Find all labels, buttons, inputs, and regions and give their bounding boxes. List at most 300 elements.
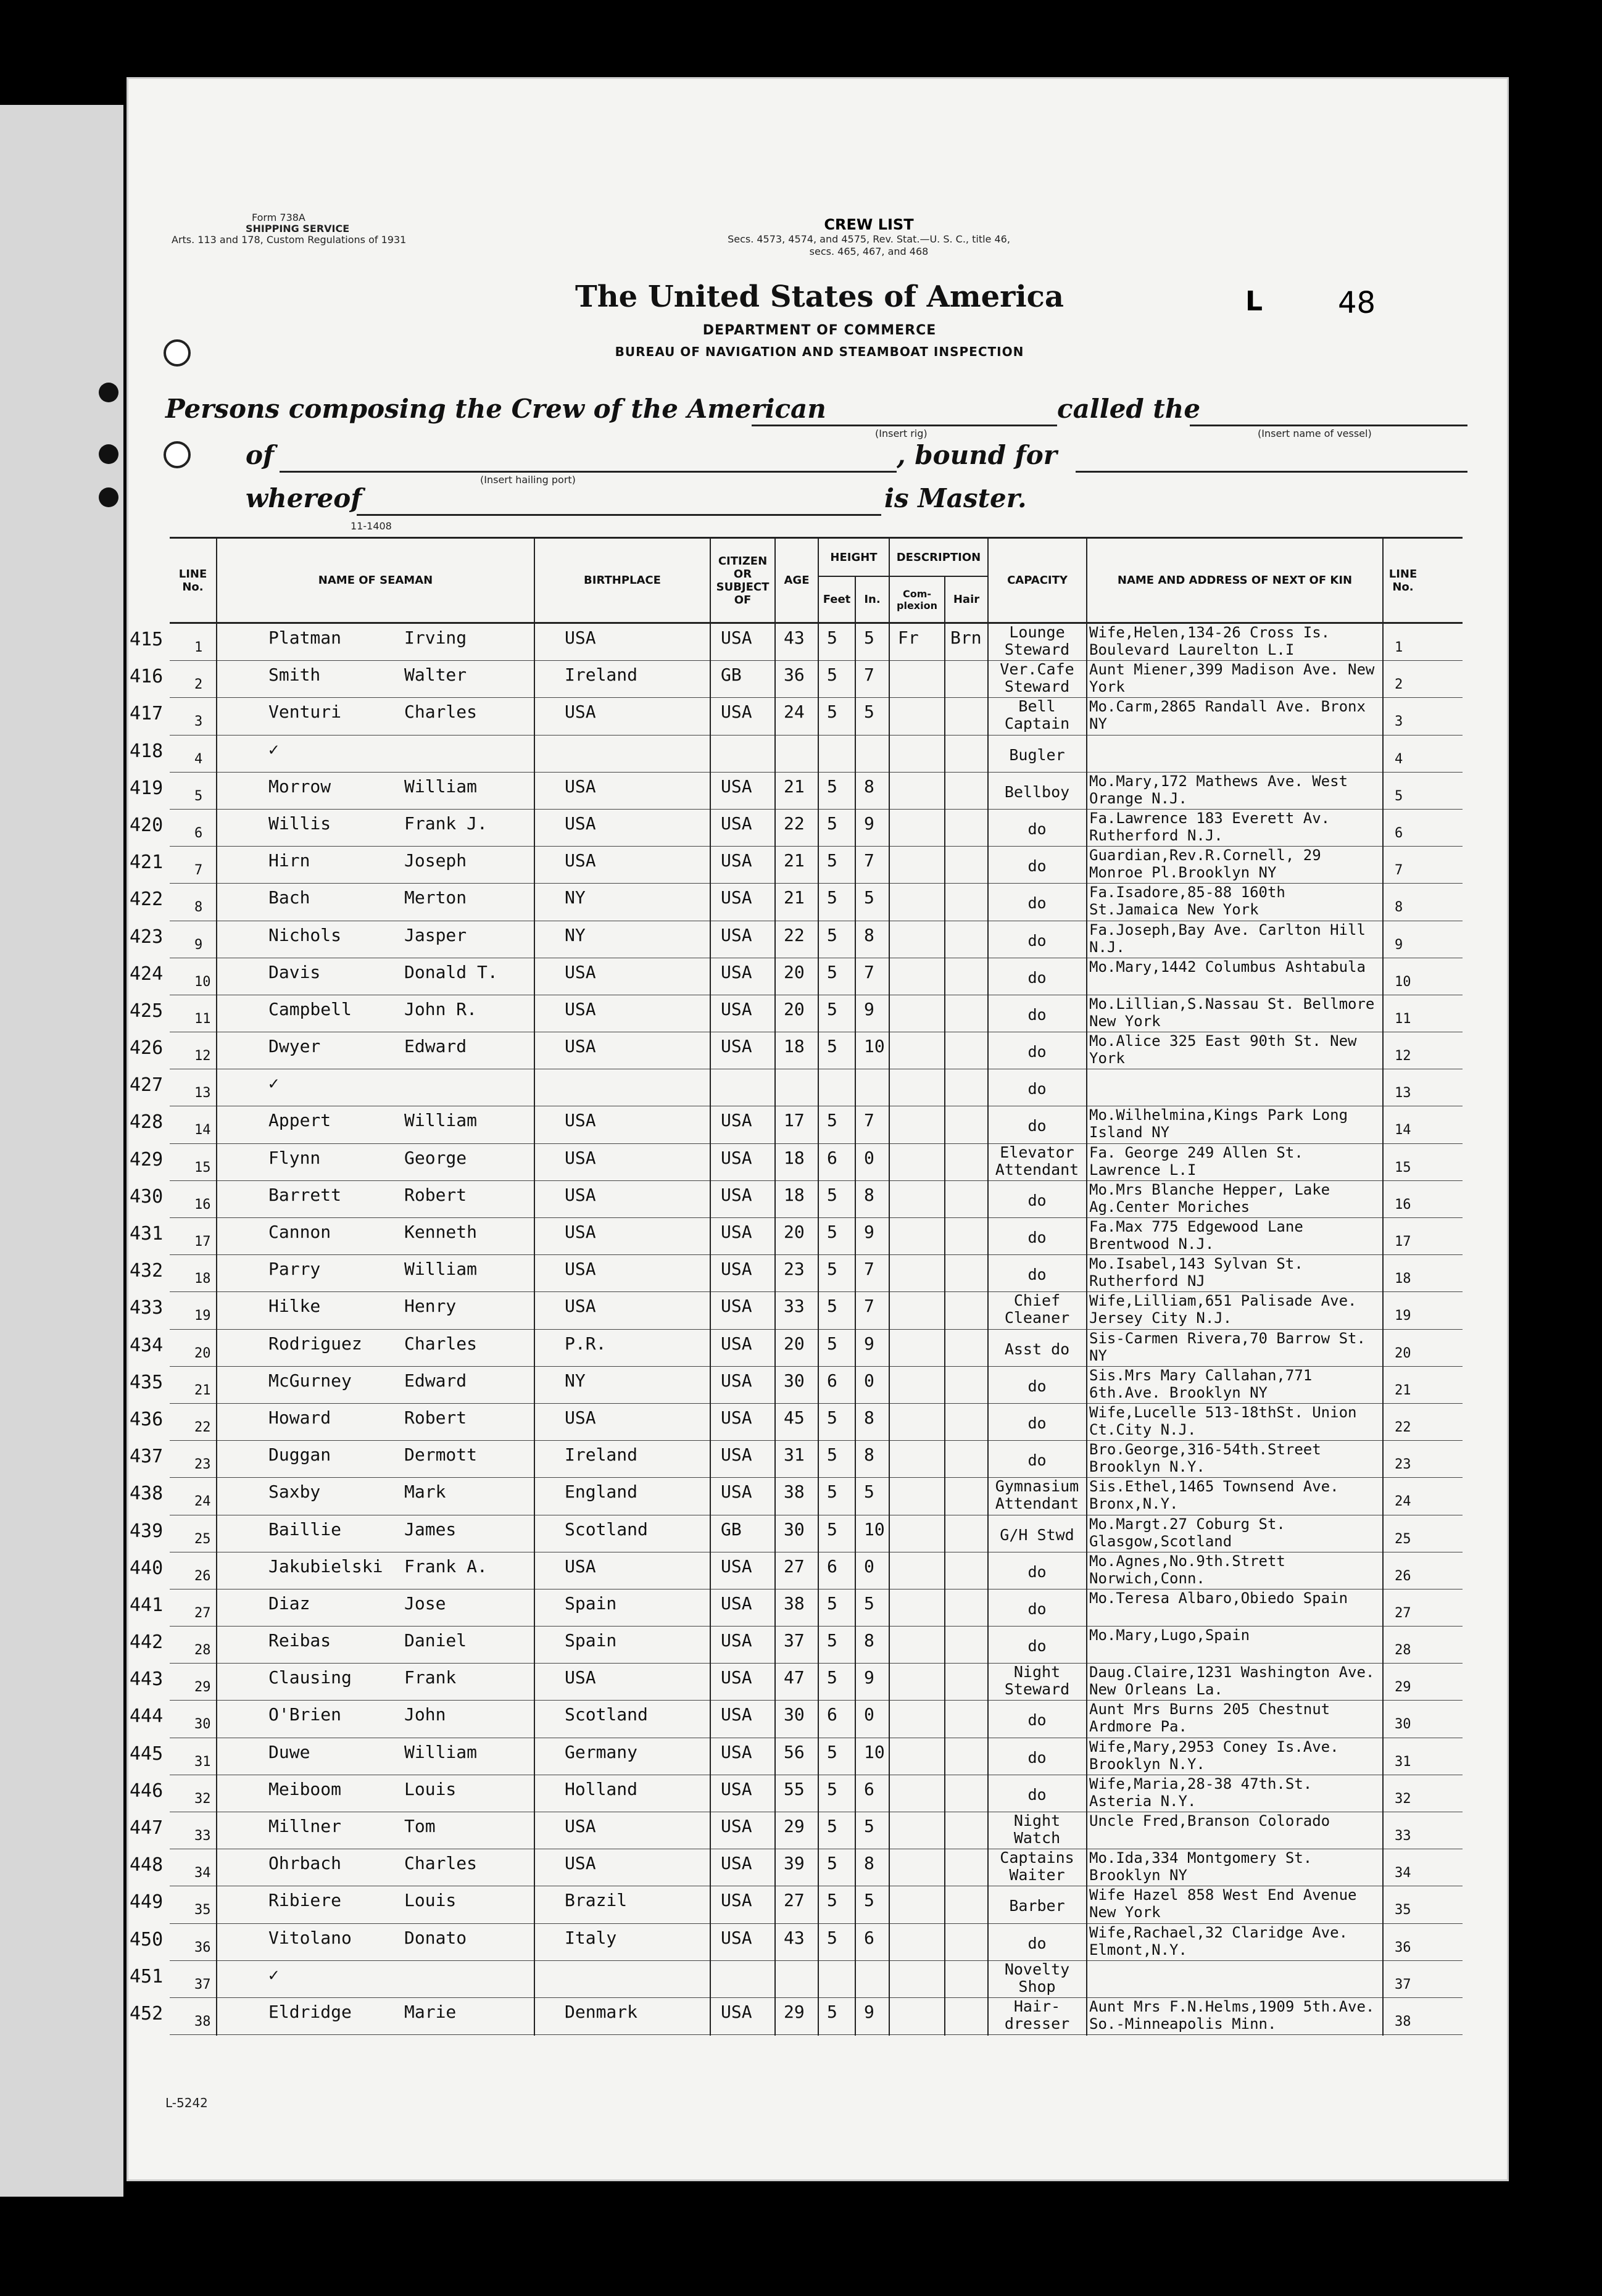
seaman-first-name: Joseph: [404, 850, 467, 871]
column-rule: [889, 624, 890, 2036]
next-of-kin: Bro.George,316-54th.Street Brooklyn N.Y.: [1089, 1441, 1321, 1476]
capacity: do: [1027, 1414, 1047, 1432]
capacity: Elevator Attendant: [995, 1143, 1079, 1179]
age: 30: [784, 1519, 805, 1540]
table-row: [130, 660, 1463, 698]
line-number: 25: [194, 1531, 211, 1547]
age: 43: [784, 1927, 805, 1948]
line-number-right: 21: [1395, 1382, 1411, 1398]
seaman-last-name: Howard: [268, 1407, 331, 1428]
height-feet: 5: [827, 776, 837, 797]
outer-line-number: 442: [130, 1631, 164, 1654]
outer-line-number: 421: [130, 852, 164, 874]
height-inches: 9: [864, 998, 874, 1019]
seaman-first-name: James: [404, 1519, 457, 1540]
seaman-first-name: Frank A.: [404, 1556, 488, 1577]
column-rule: [774, 624, 776, 2036]
line-number: 31: [194, 1754, 211, 1770]
height-inches: 7: [864, 1259, 874, 1280]
citizenship: USA: [721, 1222, 752, 1242]
header-age: AGE: [774, 539, 818, 622]
next-of-kin: Sis-Carmen Rivera,70 Barrow St. NY: [1089, 1329, 1366, 1364]
outer-line-number: 423: [130, 926, 164, 948]
outer-line-number: 428: [130, 1111, 164, 1133]
capacity: do: [1027, 1377, 1047, 1395]
next-of-kin: Aunt Miener,399 Madison Ave. New York: [1089, 661, 1375, 696]
height-inches: 8: [864, 1407, 874, 1428]
birthplace: Italy: [565, 1927, 617, 1948]
table-row: [130, 1960, 1463, 1998]
height-inches: 5: [864, 1482, 874, 1502]
line-number: 35: [194, 1902, 211, 1918]
seaman-last-name: Cannon: [268, 1222, 331, 1242]
line-number: 7: [194, 863, 203, 879]
column-rule: [944, 624, 945, 2036]
seaman-last-name: Parry: [268, 1259, 321, 1280]
line-number: 2: [194, 677, 203, 693]
seaman-first-name: Merton: [404, 887, 467, 908]
capacity: do: [1027, 968, 1047, 987]
capacity: Hair-dresser: [1004, 1997, 1070, 2033]
capacity: Barber: [1009, 1897, 1065, 1915]
table-row: [130, 1106, 1463, 1143]
citizenship: USA: [721, 813, 752, 834]
line-number: 21: [194, 1382, 211, 1398]
outer-line-number: 426: [130, 1037, 164, 1059]
height-inches: 0: [864, 1704, 874, 1725]
birthplace: USA: [565, 1184, 596, 1205]
outer-line-number: 422: [130, 889, 164, 911]
seaman-last-name: Ribiere: [268, 1890, 342, 1911]
seaman-first-name: Tom: [404, 1816, 436, 1836]
column-rule: [1382, 624, 1384, 2036]
outer-line-number: 444: [130, 1705, 164, 1728]
next-of-kin: Mo.Mrs Blanche Hepper, Lake Ag.Center Moriches: [1089, 1180, 1330, 1216]
next-of-kin: Wife,Maria,28-38 47th.St. Asteria N.Y.: [1089, 1775, 1313, 1810]
height-inches: 9: [864, 1667, 874, 1688]
birthplace: USA: [565, 1667, 596, 1688]
outer-line-number: 451: [130, 1965, 164, 1987]
outer-line-number: 448: [130, 1854, 164, 1876]
capacity: do: [1027, 1785, 1047, 1804]
height-feet: 5: [827, 1927, 837, 1948]
line-number-right: 1: [1395, 640, 1403, 655]
line-number-right: 10: [1395, 974, 1411, 990]
line-number-right: 23: [1395, 1457, 1411, 1473]
next-of-kin: Daug.Claire,1231 Washington Ave. New Orleans La.: [1089, 1664, 1375, 1699]
citizenship: GB: [721, 665, 742, 686]
outer-line-number: 415: [130, 629, 164, 650]
birthplace: USA: [565, 961, 596, 982]
height-feet: 5: [827, 850, 837, 871]
line-number: 17: [194, 1234, 211, 1250]
outer-line-number: 437: [130, 1446, 164, 1468]
seaman-last-name: Duwe: [268, 1741, 310, 1762]
birthplace: England: [565, 1482, 638, 1502]
is-master-label: is Master.: [884, 483, 1027, 513]
height-feet: 5: [827, 1259, 837, 1280]
header-citizen: CITIZEN OR SUBJECT OF: [710, 539, 774, 622]
height-inches: 8: [864, 1853, 874, 1874]
outer-line-number: 433: [130, 1297, 164, 1319]
next-of-kin: Wife,Helen,134-26 Cross Is. Boulevard Laurelton L.I: [1089, 624, 1330, 658]
citizenship: USA: [721, 1853, 752, 1874]
height-feet: 5: [827, 813, 837, 834]
height-feet: 5: [827, 998, 837, 1019]
line-number: 28: [194, 1643, 211, 1659]
seaman-first-name: William: [404, 776, 478, 797]
height-inches: 5: [864, 1890, 874, 1911]
age: 21: [784, 887, 805, 908]
citizenship: USA: [721, 1147, 752, 1168]
line-number: 16: [194, 1196, 211, 1212]
outer-line-number: 443: [130, 1668, 164, 1691]
birthplace: USA: [565, 1296, 596, 1317]
header-height: HEIGHT: [818, 539, 889, 576]
birthplace: USA: [565, 776, 596, 797]
statute-label: Secs. 4573, 4574, and 4575, Rev. Stat.—U. S. C., title 46,: [728, 233, 1010, 245]
height-feet: 5: [827, 1036, 837, 1057]
seaman-first-name: Jasper: [404, 924, 467, 945]
outer-line-number: 420: [130, 814, 164, 836]
outer-line-number: 440: [130, 1557, 164, 1579]
destination-blank: [1076, 471, 1467, 473]
seaman-first-name: Charles: [404, 1853, 478, 1874]
height-feet: 5: [827, 1482, 837, 1502]
seaman-first-name: Mark: [404, 1482, 446, 1502]
line-number: 38: [194, 2013, 211, 2029]
capacity: do: [1027, 1080, 1047, 1098]
line-number: 12: [194, 1048, 211, 1064]
outer-line-number: 417: [130, 703, 164, 725]
line-number-right: 28: [1395, 1643, 1411, 1659]
next-of-kin: Mo.Teresa Albaro,Obiedo Spain: [1089, 1589, 1348, 1607]
next-of-kin: Uncle Fred,Branson Colorado: [1089, 1812, 1330, 1830]
birthplace: USA: [565, 813, 596, 834]
line-number: 23: [194, 1457, 211, 1473]
seaman-last-name: ✓: [268, 1073, 279, 1094]
height-feet: 5: [827, 1110, 837, 1131]
bound-for-label: , bound for: [897, 440, 1057, 470]
line-number: 14: [194, 1122, 211, 1138]
citizenship: USA: [721, 1741, 752, 1762]
birthplace: USA: [565, 1407, 596, 1428]
vessel-blank: [1190, 425, 1467, 426]
column-rule: [1086, 624, 1087, 2036]
next-of-kin: Fa.Lawrence 183 Everett Av. Rutherford N.J.: [1089, 809, 1330, 844]
table-row: [130, 1701, 1463, 1738]
next-of-kin: Guardian,Rev.R.Cornell, 29 Monroe Pl.Brooklyn NY: [1089, 847, 1321, 882]
age: 43: [784, 628, 805, 648]
citizenship: USA: [721, 887, 752, 908]
seaman-last-name: Platman: [268, 628, 342, 648]
birthplace: Ireland: [565, 665, 638, 686]
outer-line-number: 434: [130, 1334, 164, 1356]
seaman-last-name: Saxby: [268, 1482, 321, 1502]
seaman-first-name: Charles: [404, 1333, 478, 1354]
seaman-last-name: Millner: [268, 1816, 342, 1836]
next-of-kin: Wife,Mary,2953 Coney Is.Ave. Brooklyn N.Y.: [1089, 1738, 1339, 1773]
birthplace: USA: [565, 1259, 596, 1280]
line-number-right: 3: [1395, 714, 1403, 730]
column-rule: [216, 624, 217, 2036]
height-inches: 7: [864, 665, 874, 686]
next-of-kin: Fa. George 249 Allen St. Lawrence L.I: [1089, 1143, 1303, 1179]
line-number: 4: [194, 751, 203, 767]
height-feet: 5: [827, 1630, 837, 1651]
header-line-no-right: LINE No.: [1382, 539, 1422, 622]
birthplace: USA: [565, 1853, 596, 1874]
underlying-sheet-edge: [0, 105, 123, 2197]
punch-hole: [164, 441, 191, 468]
outer-line-number: 439: [130, 1520, 164, 1542]
of-label: of: [246, 440, 275, 470]
column-rule: [534, 624, 535, 2036]
next-of-kin: [1089, 736, 1382, 771]
age: 20: [784, 1333, 805, 1354]
seaman-last-name: Dwyer: [268, 1036, 321, 1057]
table-row: [130, 1441, 1463, 1478]
birthplace: Scotland: [565, 1519, 648, 1540]
seaman-first-name: Louis: [404, 1890, 457, 1911]
line-number-right: 12: [1395, 1048, 1411, 1064]
seaman-last-name: Willis: [268, 813, 331, 834]
seaman-last-name: Duggan: [268, 1444, 331, 1465]
punch-hole: [164, 339, 191, 367]
height-feet: 5: [827, 1222, 837, 1242]
line-number-right: 37: [1395, 1976, 1411, 1992]
capacity: do: [1027, 1748, 1047, 1767]
height-inches: 10: [864, 1036, 885, 1057]
birthplace: P.R.: [565, 1333, 607, 1354]
citizenship: USA: [721, 1333, 752, 1354]
citizenship: USA: [721, 1370, 752, 1391]
seaman-first-name: Louis: [404, 1778, 457, 1799]
height-inches: 10: [864, 1519, 885, 1540]
line-number-right: 15: [1395, 1159, 1411, 1175]
next-of-kin: Sis.Mrs Mary Callahan,771 6th.Ave. Brooklyn NY: [1089, 1366, 1313, 1401]
height-inches: 5: [864, 702, 874, 723]
table-row: [130, 1180, 1463, 1218]
page-number: 48: [1338, 286, 1376, 320]
next-of-kin: Mo.Isabel,143 Sylvan St. Rutherford NJ: [1089, 1255, 1303, 1290]
line-number: 19: [194, 1308, 211, 1324]
line-number-right: 14: [1395, 1122, 1411, 1138]
age: 22: [784, 924, 805, 945]
capacity: do: [1027, 1451, 1047, 1470]
citizenship: USA: [721, 1593, 752, 1614]
line-number: 13: [194, 1085, 211, 1101]
seaman-last-name: McGurney: [268, 1370, 352, 1391]
next-of-kin: Mo.Mary,Lugo,Spain: [1089, 1627, 1250, 1644]
seaman-last-name: Rodriguez: [268, 1333, 362, 1354]
birthplace: USA: [565, 850, 596, 871]
persons-line-label: Persons composing the Crew of the American: [165, 394, 826, 424]
age: 55: [784, 1778, 805, 1799]
seaman-first-name: Frank J.: [404, 813, 488, 834]
seaman-first-name: John: [404, 1704, 446, 1725]
table-row: [130, 1552, 1463, 1589]
header-next-of-kin: NAME AND ADDRESS OF NEXT OF KIN: [1086, 539, 1382, 622]
line-number: 30: [194, 1717, 211, 1733]
height-feet: 5: [827, 1667, 837, 1688]
port-blank: [280, 471, 897, 473]
capacity: Chief Cleaner: [1004, 1291, 1070, 1327]
header-hair: Hair: [944, 576, 987, 622]
seaman-last-name: Diaz: [268, 1593, 310, 1614]
header-description: DESCRIPTION: [889, 539, 987, 576]
articles-label: Arts. 113 and 178, Custom Regulations of 1931: [172, 234, 407, 246]
line-number-right: 7: [1395, 863, 1403, 879]
seaman-first-name: William: [404, 1741, 478, 1762]
birthplace: USA: [565, 1556, 596, 1577]
age: 18: [784, 1147, 805, 1168]
outer-line-number: 446: [130, 1780, 164, 1802]
line-number-right: 19: [1395, 1308, 1411, 1324]
next-of-kin: Wife Hazel 858 West End Avenue New York: [1089, 1886, 1357, 1921]
line-number: 29: [194, 1680, 211, 1696]
seaman-last-name: Campbell: [268, 998, 352, 1019]
citizenship: USA: [721, 1296, 752, 1317]
birthplace: NY: [565, 887, 586, 908]
insert-rig-label: (Insert rig): [875, 428, 928, 439]
age: 38: [784, 1593, 805, 1614]
height-inches: 8: [864, 1444, 874, 1465]
line-number-right: 6: [1395, 825, 1403, 841]
seaman-last-name: ✓: [268, 1964, 279, 1985]
seaman-first-name: Daniel: [404, 1630, 467, 1651]
line-number: 34: [194, 1865, 211, 1881]
table-row: [130, 1886, 1463, 1923]
seaman-last-name: Clausing: [268, 1667, 352, 1688]
age: 17: [784, 1110, 805, 1131]
seaman-last-name: Reibas: [268, 1630, 331, 1651]
line-number-right: 38: [1395, 2013, 1411, 2029]
seaman-first-name: William: [404, 1259, 478, 1280]
header-line-no: LINE No.: [178, 567, 207, 594]
outer-line-number: 416: [130, 666, 164, 688]
capacity: G/H Stwd: [1000, 1525, 1074, 1544]
birthplace: Brazil: [565, 1890, 628, 1911]
seaman-last-name: Bach: [268, 887, 310, 908]
next-of-kin: Mo.Agnes,No.9th.Strett Norwich,Conn.: [1089, 1552, 1285, 1587]
table-row: [130, 958, 1463, 995]
seaman-last-name: Meiboom: [268, 1778, 342, 1799]
capacity: do: [1027, 1005, 1047, 1024]
seaman-last-name: Hirn: [268, 850, 310, 871]
height-feet: 5: [827, 628, 837, 648]
height-feet: 5: [827, 1333, 837, 1354]
column-rule: [710, 624, 711, 2036]
seaman-last-name: Flynn: [268, 1147, 321, 1168]
height-feet: 5: [827, 1444, 837, 1465]
next-of-kin: Wife,Lilliam,651 Palisade Ave. Jersey City N.J.: [1089, 1292, 1357, 1327]
height-feet: 6: [827, 1370, 837, 1391]
age: 30: [784, 1704, 805, 1725]
insert-vessel-label: (Insert name of vessel): [1258, 428, 1372, 439]
seaman-last-name: Hilke: [268, 1296, 321, 1317]
next-of-kin: Sis.Ethel,1465 Townsend Ave. Bronx,N.Y.: [1089, 1478, 1339, 1513]
punch-hole: [99, 383, 118, 402]
line-number: 6: [194, 825, 203, 841]
height-inches: 6: [864, 1778, 874, 1799]
citizenship: USA: [721, 1667, 752, 1688]
citizenship: USA: [721, 776, 752, 797]
outer-line-number: 436: [130, 1408, 164, 1430]
line-number-right: 27: [1395, 1605, 1411, 1621]
age: 33: [784, 1296, 805, 1317]
line-number-right: 32: [1395, 1791, 1411, 1807]
sheet-mark: L: [1245, 286, 1263, 317]
birthplace: Ireland: [565, 1444, 638, 1465]
birthplace: USA: [565, 998, 596, 1019]
whereof-label: whereof: [246, 483, 362, 513]
footer-code: L-5242: [165, 2095, 208, 2110]
capacity: Asst do: [1004, 1340, 1070, 1358]
line-number-right: 29: [1395, 1680, 1411, 1696]
line-number: 26: [194, 1568, 211, 1584]
crew-list-label: CREW LIST: [824, 216, 914, 233]
capacity: do: [1027, 931, 1047, 950]
capacity: Night Steward: [1004, 1663, 1070, 1699]
citizenship: USA: [721, 1407, 752, 1428]
table-row: [130, 1812, 1463, 1849]
outer-line-number: 432: [130, 1260, 164, 1282]
insert-port-label: (Insert hailing port): [480, 474, 576, 486]
height-feet: 5: [827, 1184, 837, 1205]
line-number-right: 11: [1395, 1011, 1411, 1027]
capacity: do: [1027, 1117, 1047, 1135]
line-number-right: 30: [1395, 1717, 1411, 1733]
crew-table: [130, 537, 1463, 2035]
capacity: Lounge Steward: [1004, 623, 1070, 658]
age: 27: [784, 1890, 805, 1911]
height-inches: 9: [864, 2001, 874, 2022]
column-rule: [987, 624, 989, 2036]
outer-line-number: 429: [130, 1148, 164, 1171]
citizenship: USA: [721, 1630, 752, 1651]
citizenship: USA: [721, 998, 752, 1019]
height-inches: 8: [864, 1184, 874, 1205]
next-of-kin: Wife,Rachael,32 Claridge Ave. Elmont,N.Y.: [1089, 1923, 1348, 1958]
line-number: 15: [194, 1159, 211, 1175]
age: 47: [784, 1667, 805, 1688]
birthplace: USA: [565, 1036, 596, 1057]
birthplace: Spain: [565, 1630, 617, 1651]
line-number-right: 5: [1395, 788, 1403, 804]
birthplace: USA: [565, 1110, 596, 1131]
outer-line-number: 418: [130, 740, 164, 762]
age: 39: [784, 1853, 805, 1874]
height-feet: 5: [827, 1407, 837, 1428]
table-row: [130, 1515, 1463, 1552]
table-row: [130, 1403, 1463, 1441]
seaman-first-name: Donato: [404, 1927, 467, 1948]
age: 37: [784, 1630, 805, 1651]
height-feet: 5: [827, 1593, 837, 1614]
line-number: 37: [194, 1976, 211, 1992]
line-number: 24: [194, 1494, 211, 1510]
height-inches: 8: [864, 1630, 874, 1651]
height-inches: 7: [864, 961, 874, 982]
seaman-first-name: William: [404, 1110, 478, 1131]
line-number-right: 13: [1395, 1085, 1411, 1101]
capacity: Night Watch: [1013, 1812, 1061, 1847]
line-number: 36: [194, 1939, 211, 1955]
header-feet: Feet: [818, 576, 855, 622]
capacity: Captains Waiter: [1000, 1849, 1074, 1884]
line-number: 22: [194, 1419, 211, 1435]
